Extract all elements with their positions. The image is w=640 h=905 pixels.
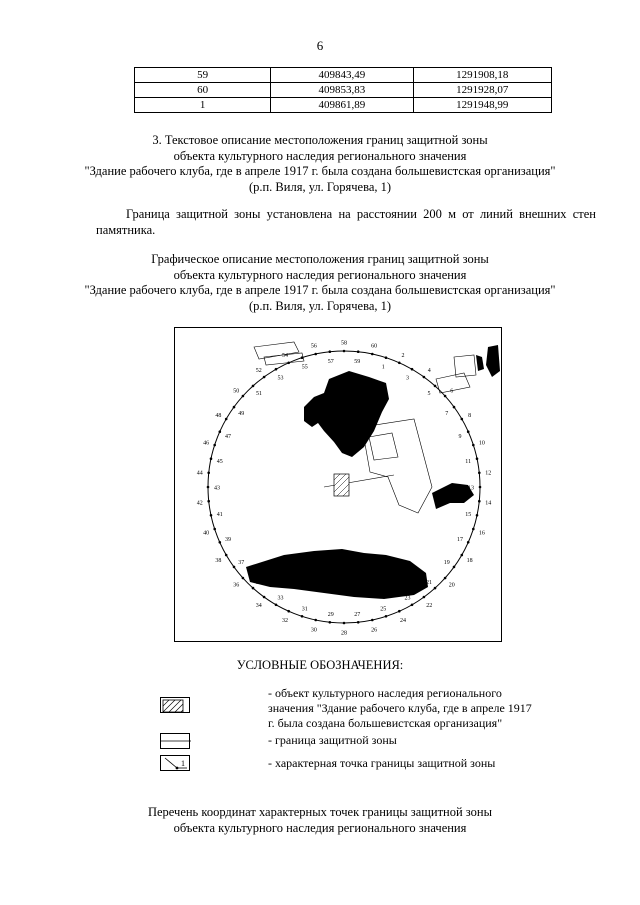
boundary-point-label: 42 — [196, 500, 203, 507]
coordinates-table — [134, 67, 552, 113]
boundary-point — [207, 500, 210, 503]
boundary-point-label: 15 — [465, 511, 472, 518]
boundary-point-label: 43 — [214, 485, 220, 492]
boundary-point-label: 21 — [426, 579, 432, 586]
boundary-point — [398, 610, 401, 613]
boundary-point-label: 57 — [327, 359, 334, 366]
boundary-point — [461, 554, 464, 557]
boundary-point — [287, 610, 290, 613]
boundary-point-label: 37 — [238, 560, 245, 567]
boundary-point — [207, 486, 210, 489]
boundary-text: Граница защитной зоны установлена на расстоянии 200 м от линий внешних стен памятника. — [96, 207, 596, 237]
graphic-line-2: объекта культурного наследия регионального значения — [173, 267, 467, 282]
boundary-point-label: 4 — [427, 368, 431, 375]
boundary-point — [301, 356, 304, 359]
boundary-point — [233, 566, 236, 569]
coord-point-number: 59 — [135, 68, 271, 83]
coord-y-value: 1291948,99 — [413, 98, 551, 113]
coord-row — [135, 68, 552, 83]
boundary-point — [478, 500, 481, 503]
boundary-point-label: 2 — [401, 353, 405, 359]
boundary-point-label: 24 — [400, 618, 406, 624]
boundary-point-label: 1 — [381, 364, 385, 371]
boundary-point-label: 6 — [450, 388, 454, 395]
boundary-point-label: 36 — [233, 582, 240, 589]
boundary-point-label: 3 — [406, 375, 409, 382]
boundary-point — [423, 376, 426, 379]
boundary-point — [314, 353, 317, 356]
boundary-point — [213, 528, 216, 531]
boundary-point-label: 40 — [203, 530, 210, 537]
boundary-point-label: 8 — [468, 413, 472, 419]
coord-row — [135, 83, 552, 98]
boundary-point — [287, 362, 290, 365]
boundary-point-label: 39 — [225, 537, 231, 544]
boundary-point — [263, 596, 266, 599]
boundary-point-label: 59 — [354, 359, 361, 366]
boundary-point-label: 49 — [238, 410, 245, 417]
boundary-point — [329, 621, 332, 624]
legend-point-symbol — [160, 755, 190, 771]
legend-heritage-label — [268, 686, 532, 731]
boundary-point — [472, 444, 475, 447]
boundary-point-label: 29 — [327, 611, 334, 618]
coord-point-number: 1 — [135, 98, 271, 113]
boundary-point — [411, 368, 414, 371]
boundary-point-label: 14 — [485, 500, 492, 507]
boundary-point-label: 23 — [404, 595, 411, 602]
boundary-point — [434, 587, 437, 590]
boundary-point-label: 7 — [445, 410, 449, 417]
boundary-point — [467, 430, 470, 433]
section-3-line-2: объекта культурного наследия регионального значения — [173, 148, 467, 163]
footer-line-2: объекта культурного наследия регионального значения — [173, 820, 467, 835]
boundary-point — [357, 621, 360, 624]
boundary-point-label: 18 — [466, 558, 473, 564]
boundary-point — [398, 362, 401, 365]
boundary-point-label: 22 — [426, 602, 433, 609]
boundary-point-label: 10 — [478, 440, 485, 447]
coord-y-value: 1291928,07 — [413, 83, 551, 98]
boundary-point-label: 25 — [380, 606, 387, 613]
boundary-point-label: 17 — [457, 537, 463, 544]
legend-boundary-label: - граница защитной зоны — [268, 733, 397, 747]
coord-x-value: 409853,83 — [271, 83, 413, 98]
graphic-heading — [0, 252, 640, 314]
boundary-point — [472, 528, 475, 531]
coord-row — [135, 98, 552, 113]
boundary-point — [411, 604, 414, 607]
boundary-point — [210, 457, 213, 460]
boundary-point-label: 32 — [282, 618, 288, 624]
boundary-point — [357, 350, 360, 353]
boundary-point — [476, 457, 479, 460]
graphic-line-3: "Здание рабочего клуба, где в апреле 1917 г. была создана большевистская организация" — [84, 283, 556, 297]
legend-heritage-line-1: - объект культурного наследия регионального — [268, 686, 502, 700]
section-3-line-3: "Здание рабочего клуба, где в апреле 1917 г. была создана большевистская организация" — [84, 164, 556, 178]
boundary-point-label: 33 — [277, 595, 284, 602]
boundary-point-label: 52 — [255, 368, 262, 375]
boundary-point — [207, 472, 210, 475]
coord-x-value: 409861,89 — [271, 98, 413, 113]
boundary-point — [225, 554, 228, 557]
graphic-line-1: Графическое описание местоположения границ защитной зоны — [151, 252, 489, 266]
footer-heading — [0, 805, 640, 836]
coord-point-number: 60 — [135, 83, 271, 98]
boundary-point — [252, 385, 255, 388]
boundary-point-label: 27 — [354, 611, 361, 618]
boundary-point — [263, 376, 266, 379]
boundary-point — [461, 418, 464, 421]
boundary-point-label: 16 — [478, 530, 485, 537]
legend-point-label: - характерная точка границы защитной зоны — [268, 756, 496, 770]
boundary-point-label: 31 — [301, 606, 308, 613]
boundary-point — [219, 430, 222, 433]
boundary-point-label: 55 — [301, 364, 308, 371]
boundary-point-label: 41 — [216, 511, 223, 518]
boundary-point — [385, 356, 388, 359]
boundary-point-label: 46 — [203, 440, 210, 447]
section-3-line-1: 3. Текстовое описание местоположения границ защитной зоны — [152, 133, 488, 147]
boundary-point — [467, 541, 470, 544]
boundary-point — [329, 350, 332, 353]
boundary-point-label: 48 — [215, 413, 222, 419]
boundary-point-label: 56 — [310, 343, 317, 350]
protection-zone-map — [174, 327, 502, 642]
boundary-point — [444, 395, 447, 398]
coord-y-value: 1291908,18 — [413, 68, 551, 83]
legend-point-sample-label: 1 — [181, 759, 185, 768]
boundary-point-label: 30 — [310, 627, 317, 634]
page-number: 6 — [316, 38, 324, 53]
legend-heritage-line-2: значения "Здание рабочего клуба, где в апреле 1917 — [268, 701, 532, 715]
boundary-point — [434, 385, 437, 388]
boundary-point-label: 20 — [448, 582, 455, 589]
boundary-point-label: 11 — [465, 459, 472, 466]
boundary-point-label: 60 — [371, 343, 378, 350]
boundary-point-label: 13 — [468, 485, 474, 492]
boundary-point-label: 38 — [215, 558, 222, 564]
boundary-point — [275, 368, 278, 371]
boundary-point-label: 45 — [216, 459, 223, 466]
boundary-point — [225, 418, 228, 421]
coord-x-value: 409843,49 — [271, 68, 413, 83]
boundary-point-label: 34 — [255, 602, 262, 609]
boundary-point — [301, 615, 304, 618]
graphic-line-4: (р.п. Виля, ул. Горячева, 1) — [248, 298, 392, 313]
boundary-point — [476, 514, 479, 517]
boundary-point-label: 9 — [458, 433, 462, 440]
boundary-point — [423, 596, 426, 599]
boundary-point-label: 5 — [427, 391, 431, 398]
boundary-point — [242, 395, 245, 398]
boundary-point-label: 50 — [233, 388, 240, 395]
boundary-point — [343, 350, 346, 353]
boundary-point — [371, 619, 374, 622]
footer-line-1: Перечень координат характерных точек границы защитной зоны — [147, 805, 493, 819]
boundary-point — [242, 577, 245, 580]
boundary-point — [385, 615, 388, 618]
boundary-point-label: 28 — [341, 630, 347, 637]
legend-heritage-line-3: г. была создана большевистская организация" — [268, 716, 503, 730]
boundary-point — [233, 406, 236, 409]
legend-heritage-symbol — [160, 697, 190, 713]
boundary-point — [219, 541, 222, 544]
boundary-point — [444, 577, 447, 580]
boundary-point-label: 47 — [225, 433, 231, 440]
boundary-point-label: 53 — [277, 375, 284, 382]
map-heritage-building — [334, 474, 349, 496]
boundary-point-label: 58 — [341, 340, 347, 347]
boundary-point-label: 51 — [256, 391, 262, 398]
boundary-point — [479, 486, 482, 489]
boundary-point — [314, 619, 317, 622]
boundary-point-label: 19 — [443, 560, 450, 567]
boundary-point — [478, 472, 481, 475]
boundary-point — [453, 406, 456, 409]
boundary-point — [213, 444, 216, 447]
boundary-point — [275, 604, 278, 607]
legend-boundary-symbol — [160, 733, 190, 749]
boundary-point-label: 54 — [282, 353, 288, 359]
boundary-point — [453, 566, 456, 569]
boundary-point — [210, 514, 213, 517]
boundary-point-label: 26 — [371, 627, 378, 634]
boundary-point — [343, 622, 346, 625]
boundary-point-label: 12 — [485, 470, 492, 477]
boundary-point — [252, 587, 255, 590]
boundary-point-label: 35 — [256, 579, 262, 586]
boundary-point — [371, 353, 374, 356]
section-3-heading — [0, 133, 640, 195]
legend-title: УСЛОВНЫЕ ОБОЗНАЧЕНИЯ: — [236, 658, 404, 672]
boundary-paragraph — [96, 207, 596, 238]
boundary-point-label: 44 — [196, 470, 203, 477]
section-3-line-4: (р.п. Виля, ул. Горячева, 1) — [248, 179, 392, 194]
